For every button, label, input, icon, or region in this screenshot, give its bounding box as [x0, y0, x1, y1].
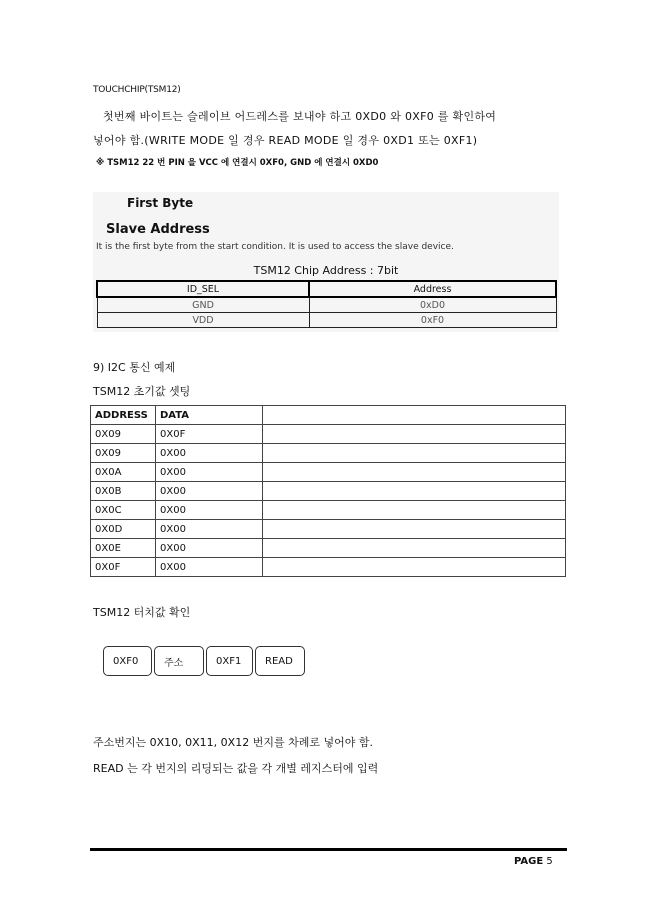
init-cell: 0X0F [156, 425, 263, 444]
init-cell: 0X0D [91, 520, 156, 539]
sequence-box-read: READ [255, 646, 305, 676]
init-cell [263, 558, 566, 577]
figure-description: It is the first byte from the start condition. It is used to access the slave device. [96, 242, 454, 252]
init-cell: 0X00 [156, 558, 263, 577]
touch-title: TSM12 터치값 확인 [93, 606, 191, 619]
init-header-address: ADDRESS [91, 406, 156, 425]
chip-cell: VDD [97, 313, 309, 328]
init-cell: 0X00 [156, 482, 263, 501]
page-label: PAGE [514, 856, 544, 867]
figure-first-byte: First Byte [127, 196, 194, 210]
init-cell: 0X00 [156, 463, 263, 482]
init-cell: 0X0C [91, 501, 156, 520]
sequence-box-register: 주소 [154, 646, 204, 676]
init-cell: 0X0F [91, 558, 156, 577]
table-row [91, 501, 566, 520]
init-cell: 0X09 [91, 444, 156, 463]
init-cell [263, 539, 566, 558]
table-row [91, 463, 566, 482]
table-row [91, 425, 566, 444]
table-row [91, 558, 566, 577]
init-cell [263, 520, 566, 539]
address-note: 주소번지는 0X10, 0X11, 0X12 번지를 차례로 넣어야 함. [93, 736, 373, 749]
init-header-data: DATA [156, 406, 263, 425]
intro-paragraph [93, 105, 573, 153]
init-cell: 0X00 [156, 501, 263, 520]
init-table-header [91, 406, 566, 425]
init-cell: 0X00 [156, 444, 263, 463]
section-9-heading: 9) I2C 통신 예제 [93, 361, 176, 374]
intro-line-2: 넣어야 함.(WRITE MODE 일 경우 READ MODE 일 경우 0XD1 또는 0XF1) [93, 134, 478, 147]
chip-header-address: Address [309, 281, 556, 297]
init-cell [263, 463, 566, 482]
init-table [90, 405, 566, 577]
document-header: TOUCHCHIP(TSM12) [93, 85, 181, 95]
init-cell: 0X0E [91, 539, 156, 558]
table-row [91, 539, 566, 558]
chip-address-table [96, 280, 557, 328]
init-cell [263, 425, 566, 444]
table-row [91, 444, 566, 463]
figure-slave-address: Slave Address [106, 222, 210, 237]
init-cell [263, 482, 566, 501]
init-cell: 0X0A [91, 463, 156, 482]
init-cell: 0X00 [156, 520, 263, 539]
chip-header-idsel: ID_SEL [97, 281, 309, 297]
pin-note: ※ TSM12 22 번 PIN 을 VCC 에 연결시 0XF0, GND 에 연결시 0XD0 [96, 158, 379, 168]
footer-rule [90, 848, 567, 851]
init-title: TSM12 초기값 셋팅 [93, 385, 191, 398]
table-row [91, 482, 566, 501]
figure-caption: TSM12 Chip Address : 7bit [253, 264, 399, 277]
init-cell [263, 501, 566, 520]
table-row [97, 297, 556, 313]
init-cell [263, 444, 566, 463]
table-row [91, 520, 566, 539]
chip-cell: 0xD0 [309, 297, 556, 313]
table-row [97, 313, 556, 328]
chip-cell: 0xF0 [309, 313, 556, 328]
page-number [514, 856, 553, 867]
sequence-box-read-address: 0XF1 [206, 646, 253, 676]
init-header-empty [263, 406, 566, 425]
page-value: 5 [546, 856, 553, 867]
sequence-box-write-address: 0XF0 [103, 646, 152, 676]
init-cell: 0X00 [156, 539, 263, 558]
chip-table-header [97, 281, 556, 297]
intro-line-1: 첫번째 바이트는 슬레이브 어드레스를 보내야 하고 0XD0 와 0XF0 를 확인하여 [103, 110, 497, 123]
read-sequence [103, 646, 307, 676]
read-note: READ 는 각 번지의 리딩되는 값을 각 개별 레지스터에 입력 [93, 762, 379, 775]
init-cell: 0X0B [91, 482, 156, 501]
init-cell: 0X09 [91, 425, 156, 444]
chip-cell: GND [97, 297, 309, 313]
